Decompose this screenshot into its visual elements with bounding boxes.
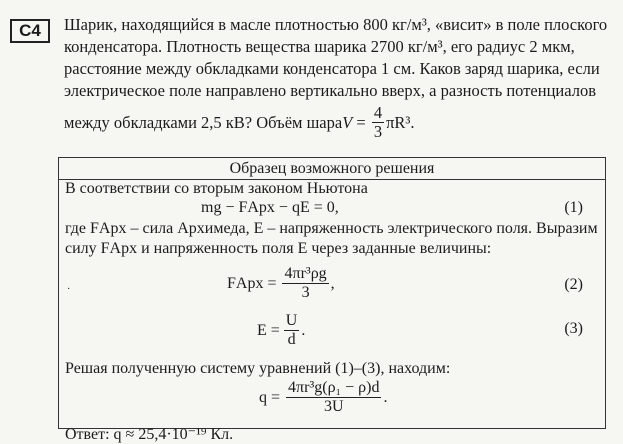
problem-label: C4 [10,19,50,43]
problem-line-3: расстояние между обкладками конденсатора 1 см. Каков заряд шарика, если [64,59,600,78]
equation-4-tail: . [383,388,388,406]
equation-3-lhs: E = [257,321,280,339]
equation-4 [259,379,387,416]
equation-3-denominator: d [287,331,296,348]
solution-box [58,157,606,443]
solution-header: Образец возможного решения [59,158,605,180]
equation-2-lhs: FАрх = [227,274,277,292]
problem-line-5: между обкладками 2,5 кВ? Объём шара V = $\frac{4}{3}$ πR³. [64,103,415,141]
equation-2 [227,265,335,302]
equation-3-tail: . [301,321,306,339]
equation-4-denominator: 3U [323,398,344,415]
equation-3-numerator: U [285,312,298,329]
equation-4-fraction [286,379,381,416]
volume-suffix: πR³. [386,112,415,132]
equation-2-number: (2) [564,276,583,293]
equation-2-fraction [282,265,328,302]
equation-2-tail: , [330,274,335,292]
volume-symbol: V [342,112,353,132]
equation-2-numerator: 4πr³ρg [284,265,327,282]
equation-4-numerator: 4πr³g(ρ₁ − ρ)d [288,379,380,396]
equation-3-fraction [284,312,300,349]
solution-text-3: силу FАрх и напряженность поля E через заданные величины: [65,240,492,257]
volume-fraction [372,104,384,141]
volume-fraction-num: 4 [373,103,383,122]
problem-line-2: конденсатора. Плотность вещества шарика 2700 кг/м³, его радиус 2 мкм, [64,37,575,56]
scan-dot: · [67,284,71,295]
problem-text [64,14,612,141]
solution-text-2: где FАрх – сила Архимеда, E – напряженность электрического поля. Выразим [65,220,598,237]
problem-line-5-prefix: между обкладками 2,5 кВ? Объём шара [64,112,343,132]
equation-1-number: (1) [564,199,583,216]
equation-4-lhs: q = [259,388,281,406]
problem-line-4: электрическое поле направлено вертикально вверх, а разность потенциалов [64,81,596,100]
solution-text-4: Решая полученную систему уравнений (1)–(3), находим: [65,360,451,377]
equation-2-denominator: 3 [301,284,310,301]
equation-3 [257,312,305,349]
solution-answer: Ответ: q ≈ 25,4·10⁻¹⁹ Кл. [65,426,234,443]
problem-line-1: Шарик, находящийся в масле плотностью 800 кг/м³, «висит» в поле плоского [64,15,608,34]
equation-1: mg − FАрх − qE = 0, [201,199,339,216]
volume-fraction-den: 3 [373,122,383,141]
equation-3-number: (3) [564,320,583,337]
solution-intro: В соответствии со вторым законом Ньютона [65,180,368,197]
